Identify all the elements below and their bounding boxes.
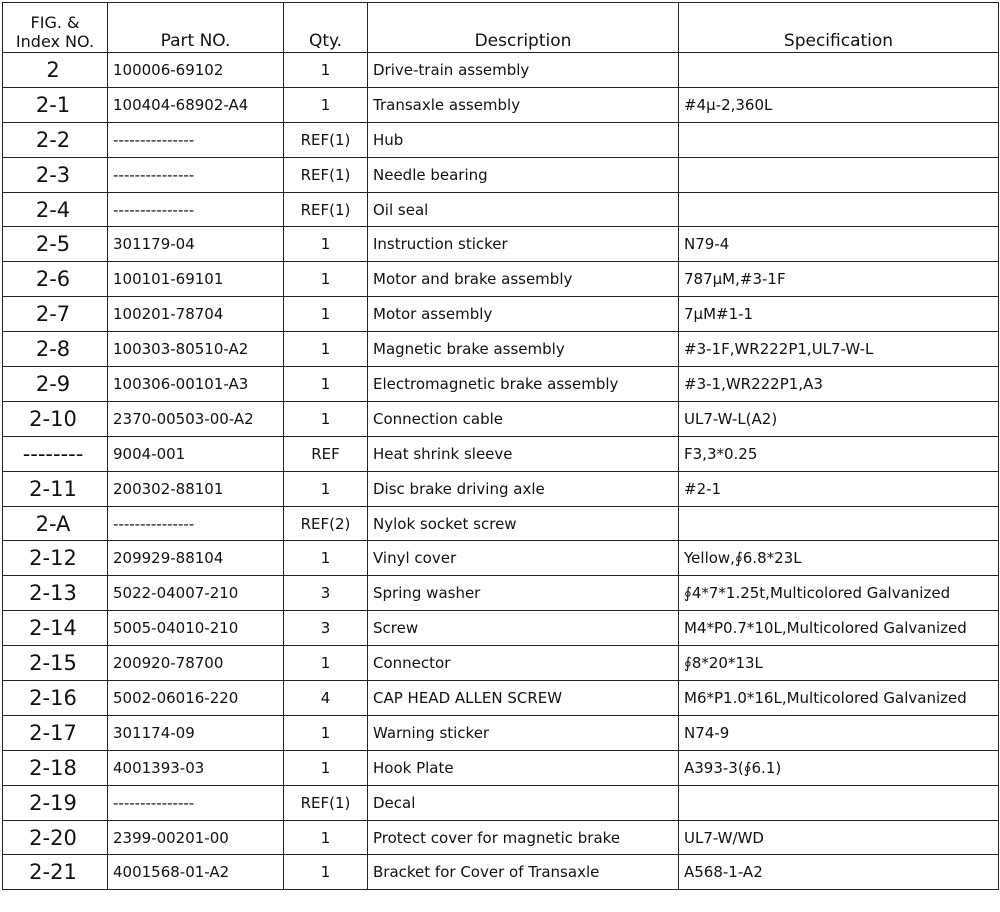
table-row xyxy=(3,227,999,262)
part-no-cell: --------------- xyxy=(108,506,284,541)
header-qty: Qty. xyxy=(284,3,368,53)
part-no-cell: --------------- xyxy=(108,192,284,227)
description-cell: Warning sticker xyxy=(368,715,679,750)
qty-cell: REF(1) xyxy=(284,192,368,227)
description-cell: Nylok socket screw xyxy=(368,506,679,541)
fig-cell: 2-1 xyxy=(3,87,108,122)
header-row xyxy=(3,3,999,53)
qty-cell: 1 xyxy=(284,715,368,750)
specification-cell: 7μM#1-1 xyxy=(679,297,999,332)
description-cell: Drive-train assembly xyxy=(368,53,679,88)
specification-cell: M4*P0.7*10L,Multicolored Galvanized xyxy=(679,611,999,646)
fig-cell: 2-17 xyxy=(3,715,108,750)
qty-cell: 1 xyxy=(284,401,368,436)
part-no-cell: 5005-04010-210 xyxy=(108,611,284,646)
fig-cell: 2-21 xyxy=(3,855,108,890)
fig-cell: 2-20 xyxy=(3,820,108,855)
specification-cell: F3,3*0.25 xyxy=(679,436,999,471)
description-cell: Connector xyxy=(368,646,679,681)
fig-cell: 2-3 xyxy=(3,157,108,192)
specification-cell: #4μ-2,360L xyxy=(679,87,999,122)
qty-cell: 1 xyxy=(284,262,368,297)
specification-cell: N74-9 xyxy=(679,715,999,750)
fig-cell: 2-14 xyxy=(3,611,108,646)
fig-cell: 2-9 xyxy=(3,367,108,402)
part-no-cell: 4001393-03 xyxy=(108,750,284,785)
specification-cell: #3-1F,WR222P1,UL7-W-L xyxy=(679,332,999,367)
table-row xyxy=(3,681,999,716)
description-cell: Motor assembly xyxy=(368,297,679,332)
header-fig-line1: FIG. & xyxy=(30,13,80,32)
table-row xyxy=(3,332,999,367)
header-fig-line2: Index NO. xyxy=(15,32,95,51)
table-row xyxy=(3,192,999,227)
fig-cell: 2-A xyxy=(3,506,108,541)
description-cell: Protect cover for magnetic brake xyxy=(368,820,679,855)
qty-cell: 3 xyxy=(284,576,368,611)
table-row xyxy=(3,541,999,576)
table-body xyxy=(3,53,999,890)
table-row xyxy=(3,122,999,157)
part-no-cell: 9004-001 xyxy=(108,436,284,471)
table-row xyxy=(3,157,999,192)
part-no-cell: 100306-00101-A3 xyxy=(108,367,284,402)
description-cell: Disc brake driving axle xyxy=(368,471,679,506)
qty-cell: 1 xyxy=(284,820,368,855)
qty-cell: 1 xyxy=(284,367,368,402)
description-cell: Instruction sticker xyxy=(368,227,679,262)
qty-cell: 1 xyxy=(284,227,368,262)
part-no-cell: --------------- xyxy=(108,157,284,192)
parts-list-table xyxy=(2,2,999,890)
fig-cell: 2-6 xyxy=(3,262,108,297)
fig-cell: 2-18 xyxy=(3,750,108,785)
qty-cell: 1 xyxy=(284,471,368,506)
part-no-cell: 200920-78700 xyxy=(108,646,284,681)
description-cell: Hook Plate xyxy=(368,750,679,785)
qty-cell: 1 xyxy=(284,87,368,122)
qty-cell: REF(1) xyxy=(284,122,368,157)
table-row xyxy=(3,297,999,332)
description-cell: Decal xyxy=(368,785,679,820)
qty-cell: 1 xyxy=(284,53,368,88)
part-no-cell: --------------- xyxy=(108,122,284,157)
specification-cell xyxy=(679,53,999,88)
specification-cell: A393-3(∮6.1) xyxy=(679,750,999,785)
part-no-cell: 100303-80510-A2 xyxy=(108,332,284,367)
description-cell: Oil seal xyxy=(368,192,679,227)
qty-cell: 1 xyxy=(284,750,368,785)
qty-cell: REF(1) xyxy=(284,157,368,192)
header-specification: Specification xyxy=(679,3,999,53)
part-no-cell: 100201-78704 xyxy=(108,297,284,332)
part-no-cell: 2399-00201-00 xyxy=(108,820,284,855)
header-fig-index xyxy=(3,3,108,53)
part-no-cell: 301174-09 xyxy=(108,715,284,750)
fig-cell: 2-12 xyxy=(3,541,108,576)
part-no-cell: 2370-00503-00-A2 xyxy=(108,401,284,436)
table-row xyxy=(3,646,999,681)
part-no-cell: 209929-88104 xyxy=(108,541,284,576)
table-row xyxy=(3,471,999,506)
fig-cell: 2-2 xyxy=(3,122,108,157)
part-no-cell: 5002-06016-220 xyxy=(108,681,284,716)
specification-cell xyxy=(679,192,999,227)
fig-cell: 2-13 xyxy=(3,576,108,611)
qty-cell: REF(1) xyxy=(284,785,368,820)
qty-cell: 4 xyxy=(284,681,368,716)
description-cell: Vinyl cover xyxy=(368,541,679,576)
part-no-cell: 200302-88101 xyxy=(108,471,284,506)
qty-cell: 1 xyxy=(284,541,368,576)
fig-cell: 2-16 xyxy=(3,681,108,716)
qty-cell: 1 xyxy=(284,646,368,681)
part-no-cell: 4001568-01-A2 xyxy=(108,855,284,890)
qty-cell: 1 xyxy=(284,297,368,332)
table-row xyxy=(3,436,999,471)
specification-cell xyxy=(679,157,999,192)
table-row xyxy=(3,715,999,750)
description-cell: Connection cable xyxy=(368,401,679,436)
table-row xyxy=(3,87,999,122)
table-row xyxy=(3,785,999,820)
header-part-no: Part NO. xyxy=(108,3,284,53)
description-cell: Heat shrink sleeve xyxy=(368,436,679,471)
description-cell: Motor and brake assembly xyxy=(368,262,679,297)
part-no-cell: 301179-04 xyxy=(108,227,284,262)
qty-cell: REF xyxy=(284,436,368,471)
table-row xyxy=(3,750,999,785)
specification-cell: ∮8*20*13L xyxy=(679,646,999,681)
table-row xyxy=(3,367,999,402)
table-row xyxy=(3,820,999,855)
specification-cell xyxy=(679,785,999,820)
fig-cell: -------- xyxy=(3,436,108,471)
specification-cell: Yellow,∮6.8*23L xyxy=(679,541,999,576)
table-row xyxy=(3,611,999,646)
description-cell: Magnetic brake assembly xyxy=(368,332,679,367)
table-row xyxy=(3,576,999,611)
description-cell: Needle bearing xyxy=(368,157,679,192)
fig-cell: 2-19 xyxy=(3,785,108,820)
description-cell: Spring washer xyxy=(368,576,679,611)
specification-cell: #3-1,WR222P1,A3 xyxy=(679,367,999,402)
table-row xyxy=(3,401,999,436)
table-row xyxy=(3,262,999,297)
specification-cell xyxy=(679,506,999,541)
part-no-cell: 100006-69102 xyxy=(108,53,284,88)
fig-cell: 2-5 xyxy=(3,227,108,262)
qty-cell: 1 xyxy=(284,855,368,890)
qty-cell: 3 xyxy=(284,611,368,646)
part-no-cell: 5022-04007-210 xyxy=(108,576,284,611)
part-no-cell: 100404-68902-A4 xyxy=(108,87,284,122)
description-cell: Bracket for Cover of Transaxle xyxy=(368,855,679,890)
fig-cell: 2 xyxy=(3,53,108,88)
part-no-cell: 100101-69101 xyxy=(108,262,284,297)
qty-cell: 1 xyxy=(284,332,368,367)
qty-cell: REF(2) xyxy=(284,506,368,541)
specification-cell: ∮4*7*1.25t,Multicolored Galvanized xyxy=(679,576,999,611)
fig-cell: 2-15 xyxy=(3,646,108,681)
part-no-cell: --------------- xyxy=(108,785,284,820)
specification-cell: UL7-W/WD xyxy=(679,820,999,855)
specification-cell xyxy=(679,122,999,157)
fig-cell: 2-11 xyxy=(3,471,108,506)
description-cell: Screw xyxy=(368,611,679,646)
specification-cell: A568-1-A2 xyxy=(679,855,999,890)
table-row xyxy=(3,506,999,541)
table-row xyxy=(3,53,999,88)
table-header xyxy=(3,3,999,53)
specification-cell: UL7-W-L(A2) xyxy=(679,401,999,436)
fig-cell: 2-7 xyxy=(3,297,108,332)
header-description: Description xyxy=(368,3,679,53)
table-row xyxy=(3,855,999,890)
description-cell: CAP HEAD ALLEN SCREW xyxy=(368,681,679,716)
specification-cell: 787μM,#3-1F xyxy=(679,262,999,297)
specification-cell: M6*P1.0*16L,Multicolored Galvanized xyxy=(679,681,999,716)
description-cell: Electromagnetic brake assembly xyxy=(368,367,679,402)
specification-cell: #2-1 xyxy=(679,471,999,506)
fig-cell: 2-4 xyxy=(3,192,108,227)
specification-cell: N79-4 xyxy=(679,227,999,262)
fig-cell: 2-10 xyxy=(3,401,108,436)
fig-cell: 2-8 xyxy=(3,332,108,367)
description-cell: Transaxle assembly xyxy=(368,87,679,122)
description-cell: Hub xyxy=(368,122,679,157)
